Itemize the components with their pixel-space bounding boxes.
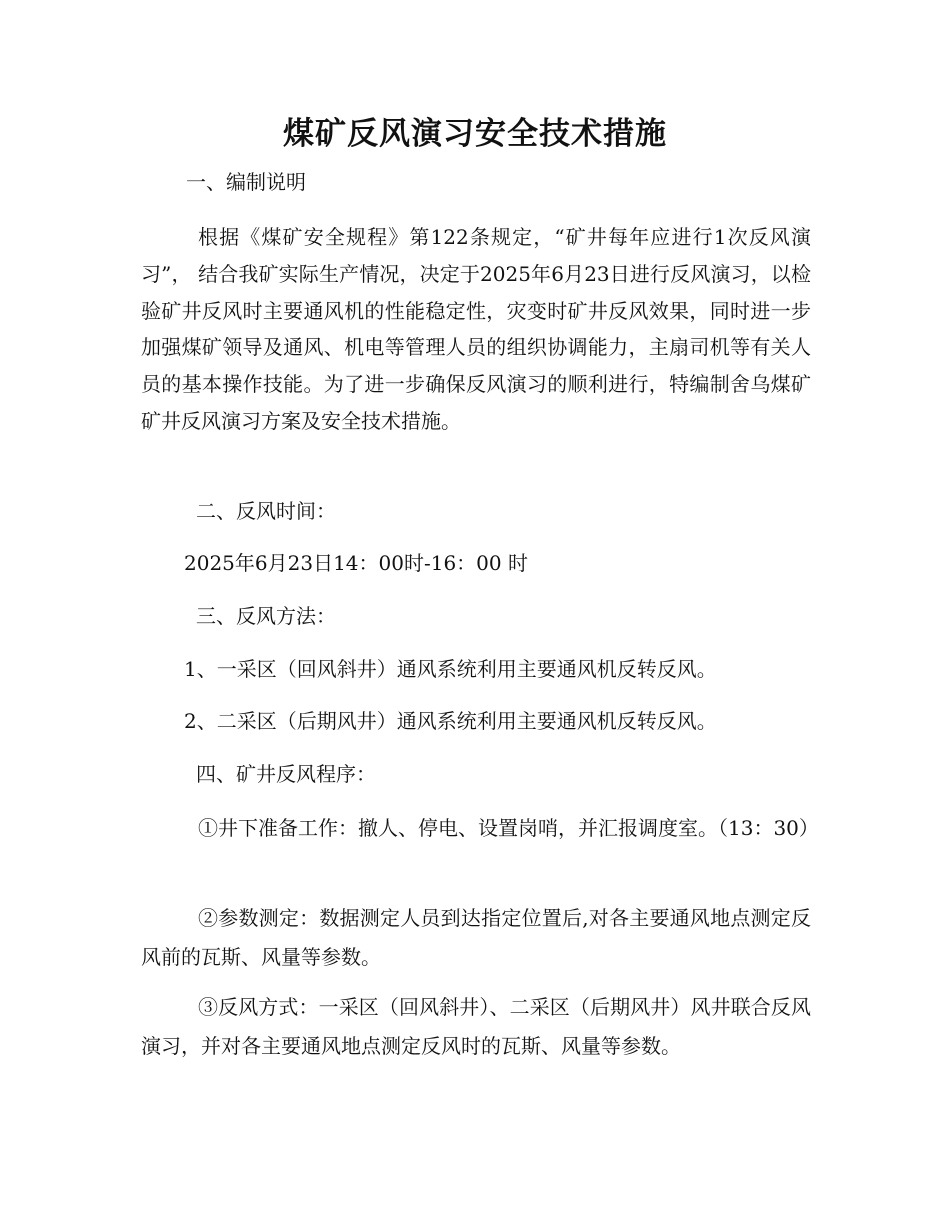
section-4-heading: 四、矿井反风程序： [196, 762, 376, 786]
section-3-heading: 三、反风方法： [196, 604, 336, 628]
section-3-item-1: 1、一采区（回风斜井）通风系统利用主要通风机反转反风。 [184, 657, 717, 681]
section-2-heading: 二、反风时间： [196, 499, 336, 523]
section-4-step-2: ②参数测定：数据测定人员到达指定位置后,对各主要通风地点测定反风前的瓦斯、风量等参数。 [141, 906, 811, 969]
section-2-time: 2025年6月23日14：00时-16：00 时 [184, 551, 528, 575]
section-1-body: 根据《煤矿安全规程》第122条规定，“矿井每年应进行1次反风演习”， 结合我矿实际生产情况，决定于2025年6月23日进行反风演习，以检验矿井反风时主要通风机的性能稳定性，灾变时矿井反风效果，同时进一步加强煤矿领导及通风、机电等管理人员的组织协调能力，主扇司机等有关人员的基本操作技能。为了进一步确保反风演习的顺利进行，特编制舍乌煤矿矿井反风演习方案及安全技术措施。 [141, 225, 811, 433]
document-title: 煤矿反风演习安全技术措施 [283, 116, 667, 152]
section-4-step-1: ①井下准备工作：撤人、停电、设置岗哨，并汇报调度室。（13：30） [198, 816, 819, 840]
section-3-item-2: 2、二采区（后期风井）通风系统利用主要通风机反转反风。 [184, 709, 717, 733]
section-4-step-3: ③反风方式：一采区（回风斜井）、二采区（后期风井）风井联合反风演习，并对各主要通风地点测定反风时的瓦斯、风量等参数。 [141, 995, 811, 1058]
section-1-heading: 一、编制说明 [186, 170, 306, 194]
